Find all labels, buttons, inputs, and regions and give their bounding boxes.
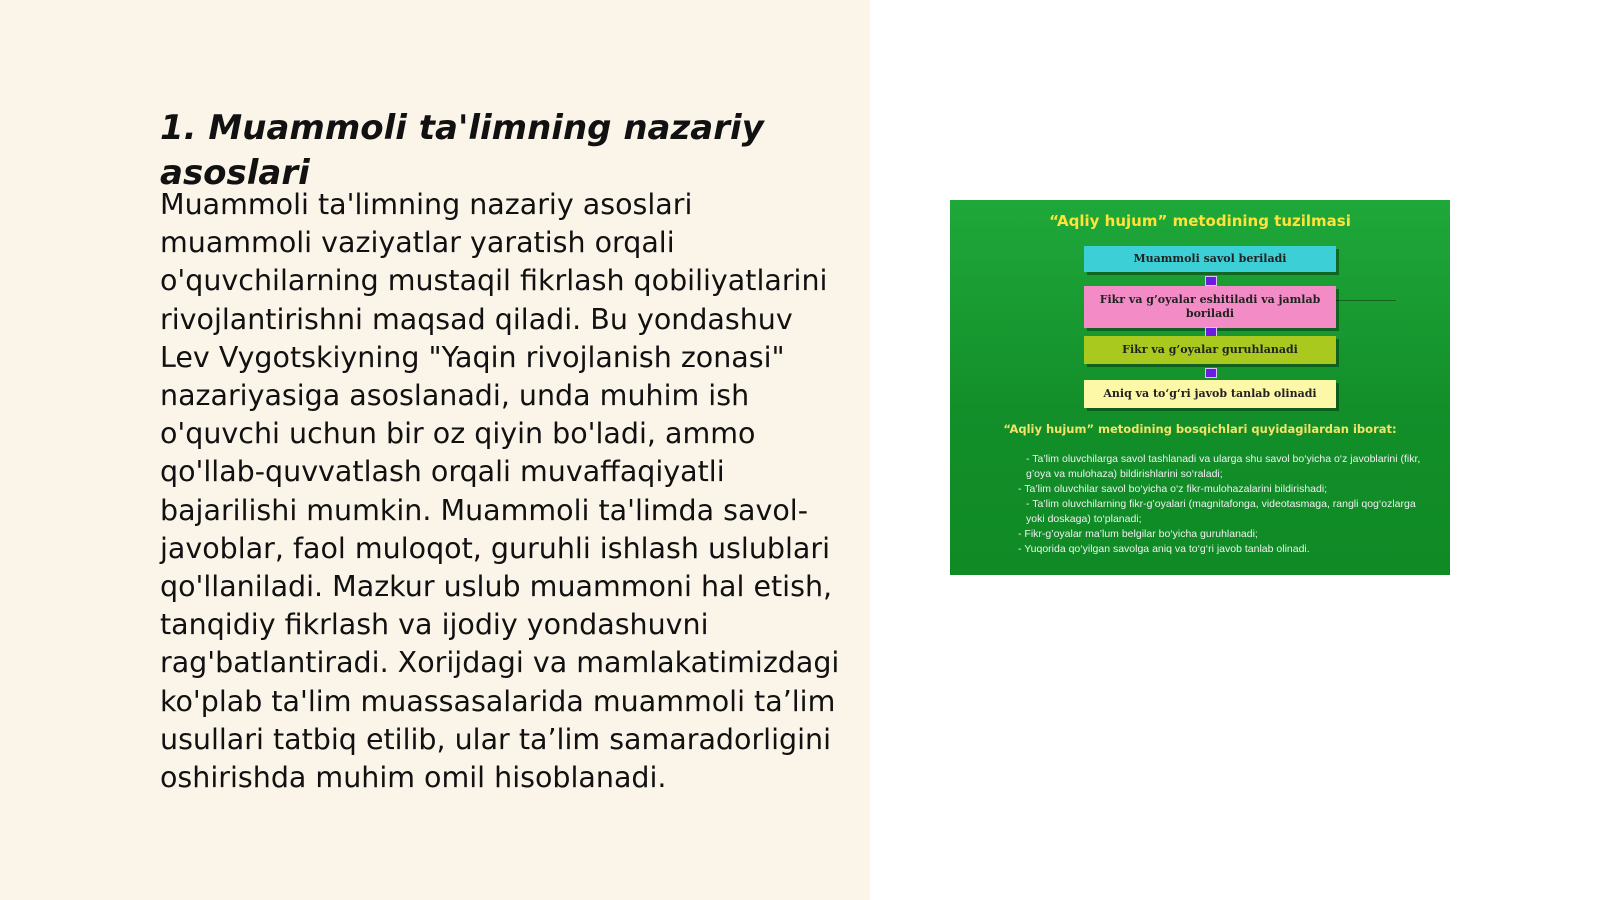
diagram-subtitle: “Aqliy hujum” metodining bosqichlari quyidagilardan iborat:: [1003, 422, 1397, 436]
diagram-step-2: Fikr va g’oyalar eshitiladi va jamlab boriladi: [1084, 286, 1336, 328]
diagram-step-1: Muammoli savol beriladi: [1084, 246, 1336, 272]
list-item: - Ta’lim oluvchilar savol bo‘yicha o‘z fikr-mulohazalarini bildirishadi;: [1018, 483, 1328, 495]
brainstorm-diagram-image: [950, 200, 1450, 575]
diagram-step-list: [976, 452, 1430, 557]
slide-title: 1. Muammoli ta'limning nazariy asoslari: [160, 108, 764, 193]
list-item: - Ta’lim oluvchilarning fikr-g’oyalari (magnitafonga, videotasmaga, rangli qog‘ozlarga yoki doskaga) to‘planadi;: [1026, 498, 1416, 525]
diagram-step-4: Aniq va to‘g‘ri javob tanlab olinadi: [1084, 380, 1336, 408]
list-item: - Fikr-g’oyalar ma’lum belgilar bo‘yicha guruhlanadi;: [1018, 528, 1258, 540]
diagram-step-3: Fikr va g’oyalar guruhlanadi: [1084, 336, 1336, 364]
slide-body-text: Muammoli ta'limning nazariy asoslari muammoli vaziyatlar yaratish orqali o'quvchilarning mustaqil fikrlash qobiliyatlarini rivojlantirishni maqsad qiladi. Bu yondashuv Lev Vygotskiyning "Yaqin rivojlanish zonasi" nazariyasiga asoslanadi, unda muhim ish o'quvchi uchun bir oz qiyin bo'ladi, ammo qo'llab-quvvatlash orqali muvaffaqiyatli bajarilishi mumkin. Muammoli ta'limda savol-javoblar, faol muloqot, guruhli ishlash uslublari qo'llaniladi. Mazkur uslub muammoni hal etish, tanqidiy fikrlash va ijodiy yondashuvni rag'batlantiradi. Xorijdagi va mamlakatimizdagi ko'plab ta'lim muassasalarida muammoli ta’lim usullari tatbiq etilib, ular ta’lim samaradorligini oshirishda muhim omil hisoblanadi.: [160, 188, 840, 795]
down-arrow-icon: [1205, 276, 1217, 286]
diagram-title: “Aqliy hujum” metodining tuzilmasi: [1049, 212, 1351, 230]
list-item: - Ta’lim oluvchilarga savol tashlanadi va ularga shu savol bo‘yicha o‘z javoblarini (fikr, g’oya va mulohaza) bildirishlarini so‘raladi;: [1026, 453, 1421, 480]
down-arrow-icon: [1205, 368, 1217, 378]
diagram-divider: [1336, 300, 1396, 301]
list-item: - Yuqorida qo‘yilgan savolga aniq va to‘g‘ri javob tanlab olinadi.: [1018, 543, 1310, 555]
